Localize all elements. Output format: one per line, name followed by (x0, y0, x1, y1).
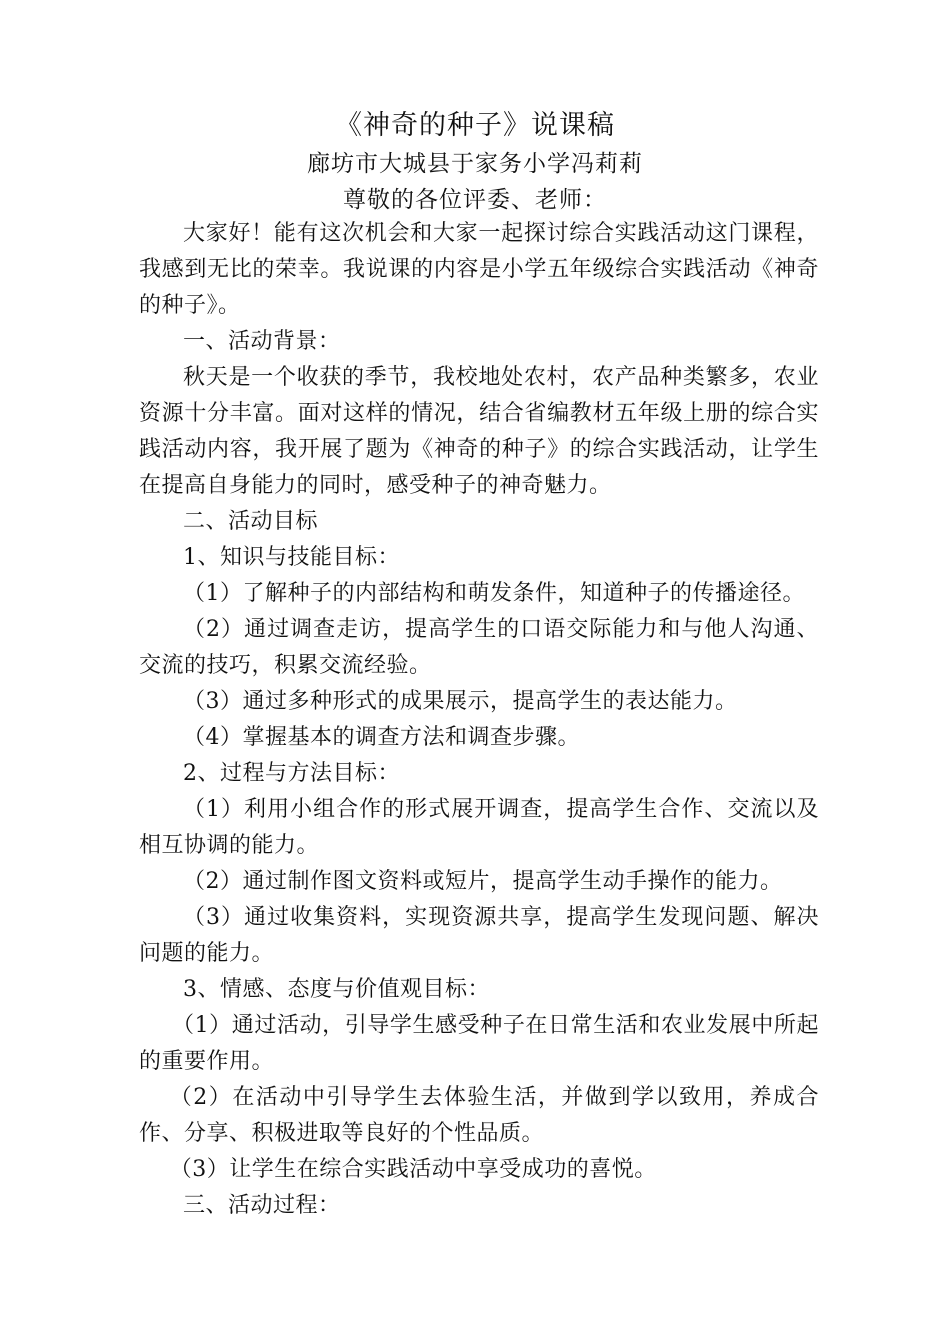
document-body (139, 216, 819, 1224)
document-title: 《神奇的种子》说课稿 (335, 110, 615, 141)
salutation-line: 尊敬的各位评委、老师： (343, 187, 607, 213)
paragraph: （1）通过活动，引导学生感受种子在日常生活和农业发展中所起的重要作用。 (139, 1013, 819, 1074)
paragraph: 3、情感、态度与价值观目标： (183, 977, 490, 1002)
paragraph: 一、活动背景： (183, 329, 341, 354)
paragraph: （3）让学生在综合实践活动中享受成功的喜悦。 (169, 1157, 657, 1182)
paragraph: （1）了解种子的内部结构和萌发条件，知道种子的传播途径。 (183, 581, 805, 606)
paragraph: 大家好！能有这次机会和大家一起探讨综合实践活动这门课程，我感到无比的荣幸。我说课的内容是小学五年级综合实践活动《神奇的种子》。 (139, 221, 819, 318)
paragraph: 三、活动过程： (183, 1193, 341, 1218)
paragraph: （2）通过调查走访，提高学生的口语交际能力和与他人沟通、交流的技巧，积累交流经验。 (139, 617, 819, 678)
author-line: 廊坊市大城县于家务小学冯莉莉 (307, 151, 643, 177)
paragraph: 秋天是一个收获的季节，我校地处农村，农产品种类繁多，农业资源十分丰富。面对这样的情况，结合省编教材五年级上册的综合实践活动内容，我开展了题为《神奇的种子》的综合实践活动，让学生在提高自身能力的同时，感受种子的神奇魅力。 (139, 365, 819, 498)
paragraph: （4）掌握基本的调查方法和调查步骤。 (183, 725, 580, 750)
paragraph: 2、过程与方法目标： (183, 761, 400, 786)
paragraph: （2）在活动中引导学生去体验生活，并做到学以致用，养成合作、分享、积极进取等良好的个性品质。 (139, 1085, 819, 1146)
paragraph: 1、知识与技能目标： (183, 545, 400, 570)
paragraph: （3）通过多种形式的成果展示，提高学生的表达能力。 (183, 689, 738, 714)
paragraph: （2）通过制作图文资料或短片，提高学生动手操作的能力。 (183, 869, 783, 894)
paragraph: （1）利用小组合作的形式展开调查，提高学生合作、交流以及相互协调的能力。 (139, 797, 819, 858)
paragraph: 二、活动目标 (183, 509, 319, 534)
paragraph: （3）通过收集资料，实现资源共享，提高学生发现问题、解决问题的能力。 (139, 905, 819, 966)
